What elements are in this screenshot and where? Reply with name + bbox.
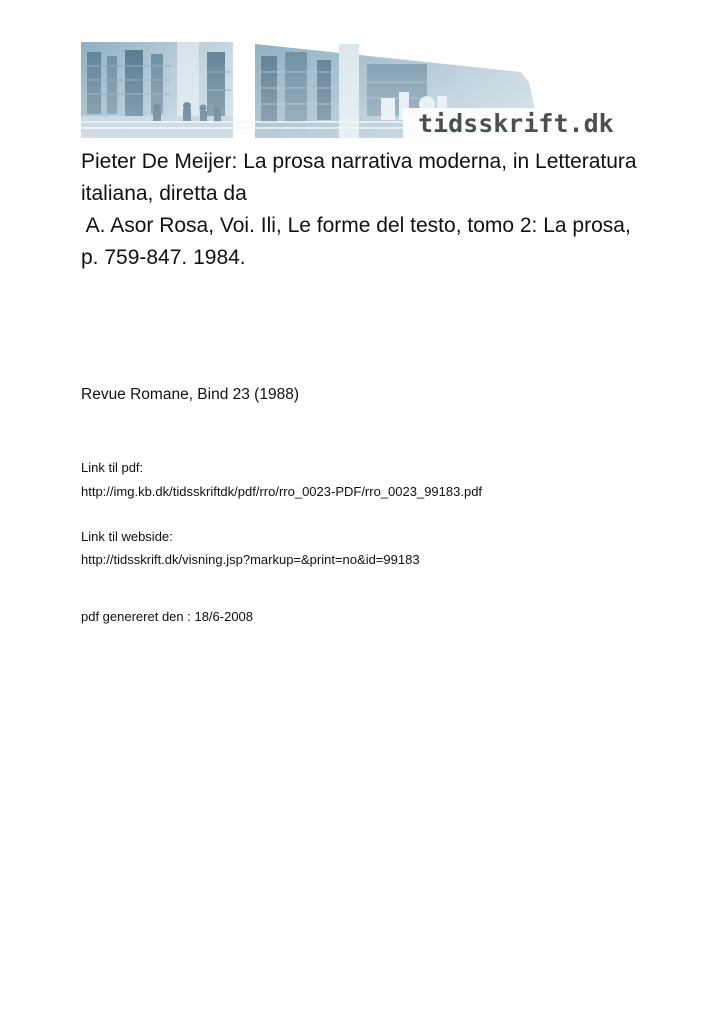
title-line-2: italiana, diretta da — [81, 182, 247, 205]
pdf-link-url[interactable]: http://img.kb.dk/tidsskriftdk/pdf/rro/rro_0023-PDF/rro_0023_99183.pdf — [81, 484, 483, 499]
tidsskrift-logo: tidsskrift.dk — [418, 109, 614, 138]
header-banner — [81, 42, 614, 138]
journal-citation: Revue Romane, Bind 23 (1988) — [81, 386, 299, 403]
library-photo-banner — [81, 42, 614, 138]
pdf-link-label: Link til pdf: — [81, 460, 144, 475]
web-link-label: Link til webside: — [81, 529, 173, 544]
title-line-1: Pieter De Meijer: La prosa narrativa moderna, in Letteratura — [81, 150, 637, 173]
title-line-3: A. Asor Rosa, Voi. Ili, Le forme del testo, tomo 2: La prosa, — [81, 214, 631, 237]
generated-date: pdf genereret den : 18/6-2008 — [81, 609, 254, 624]
web-link-url[interactable]: http://tidsskrift.dk/visning.jsp?markup=&print=no&id=99183 — [81, 552, 420, 567]
article-title — [81, 146, 681, 274]
title-line-4: p. 759-847. 1984. — [81, 246, 246, 269]
